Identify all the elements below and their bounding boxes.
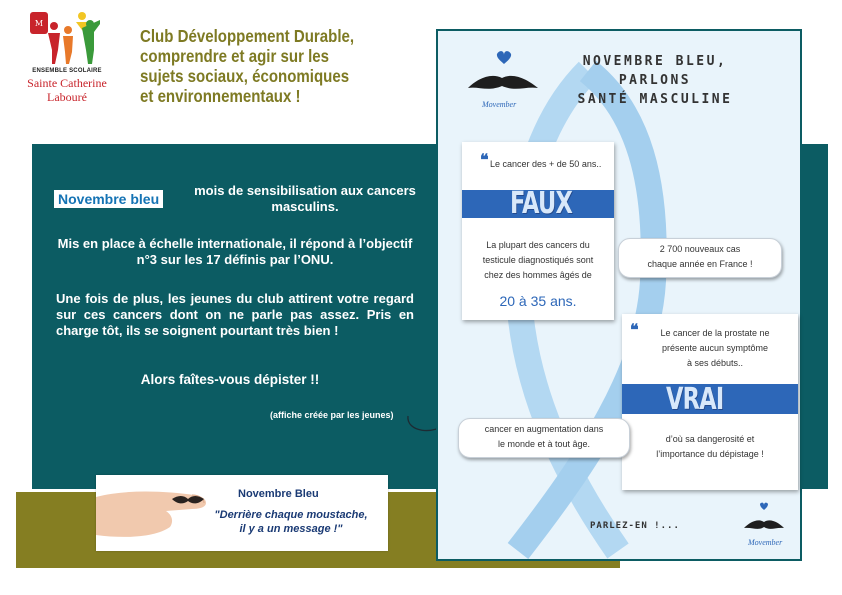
poster-footer-text: PARLEZ-EN !... [590,521,680,531]
myth-card-faux-question: Le cancer des + de 50 ans.. [490,159,602,169]
finger-mustache-icon [96,475,216,551]
stat-pill-line: 2 700 nouveaux cas [659,244,741,254]
mustache-card-title: Novembre Bleu [238,488,319,500]
movember-label-footer: Movember [748,538,783,547]
movember-mustache-icon [466,50,540,100]
movember-label: Movember [482,100,517,109]
club-title-line: comprendre et agir sur les [140,46,330,66]
faux-label: FAUX [510,186,573,221]
club-title-line: et environnementaux ! [140,86,301,106]
quote-mark-icon: ❝ [480,150,489,169]
logo-text-line1: ENSEMBLE SCOLAIRE [32,68,102,74]
stat-pill-increase [458,418,630,458]
poster-credit: (affiche créée par les jeunes) [270,410,394,420]
vrai-question-line: à ses débuts.. [686,358,744,368]
club-title-line: sujets sociaux, économiques [140,66,350,86]
school-logo-figures-icon [8,6,126,68]
vrai-question-line: présente aucun symptôme [661,343,769,353]
faux-answer-line: chez des hommes âgés de [484,270,592,280]
poster-title [560,52,750,109]
vrai-question-line: Le cancer de la prostate ne [660,328,770,338]
stat-pill-line: le monde et à tout âge. [497,439,591,449]
logo-text-line3: Labouré [47,90,87,104]
quote-mark-icon: ❝ [630,320,639,339]
stat-pill-new-cases [618,238,782,278]
faux-answer-line: testicule diagnostiqués sont [482,255,594,265]
poster-title-line: PARLONS [618,73,692,88]
poster-title-line: NOVEMBRE BLEU, [582,54,728,69]
vrai-answer-line: d’où sa dangerosité et [665,434,755,444]
onu-paragraph: Mis en place à échelle internationale, il répond à l’objectif n°3 sur les 17 définis par l’ONU. [57,236,413,267]
school-logo [8,6,126,124]
poster-title-line: SANTÉ MASCULINE [577,92,733,107]
myth-card-vrai-answer [628,432,792,462]
call-to-action: Alors faîtes-vous dépister !! [140,372,320,387]
movember-mustache-footer-icon [742,502,786,538]
club-title-line: Club Développement Durable, [140,26,355,46]
intro-paragraph: mois de sensibilisation aux cancers masculins. [194,183,416,214]
myth-card-vrai-question [640,326,790,371]
faux-age-range: 20 à 35 ans. [499,293,577,309]
mustache-card-quote-line: il y a un message !" [239,523,343,535]
faux-answer-line: La plupart des cancers du [486,240,590,250]
vrai-answer-line: l’importance du dépistage ! [656,449,764,459]
stat-pill-line: cancer en augmentation dans [484,424,604,434]
logo-text-line2: Sainte Catherine [27,76,107,90]
myth-card-faux-answer [470,238,606,283]
stat-pill-line: chaque année en France ! [647,259,753,269]
vrai-label: VRAI [666,382,724,417]
club-title [140,26,364,106]
novembre-bleu-highlight: Novembre bleu [54,190,163,208]
mustache-card-quote-line: "Derrière chaque moustache, [214,509,368,521]
mustache-card-quote [205,508,377,536]
club-paragraph: Une fois de plus, les jeunes du club attirent votre regard sur ces cancers dont on ne parle pas assez. Pris en charge tôt, ils se soignent pourtant très bien ! [56,291,414,338]
svg-text:M: M [34,19,44,28]
